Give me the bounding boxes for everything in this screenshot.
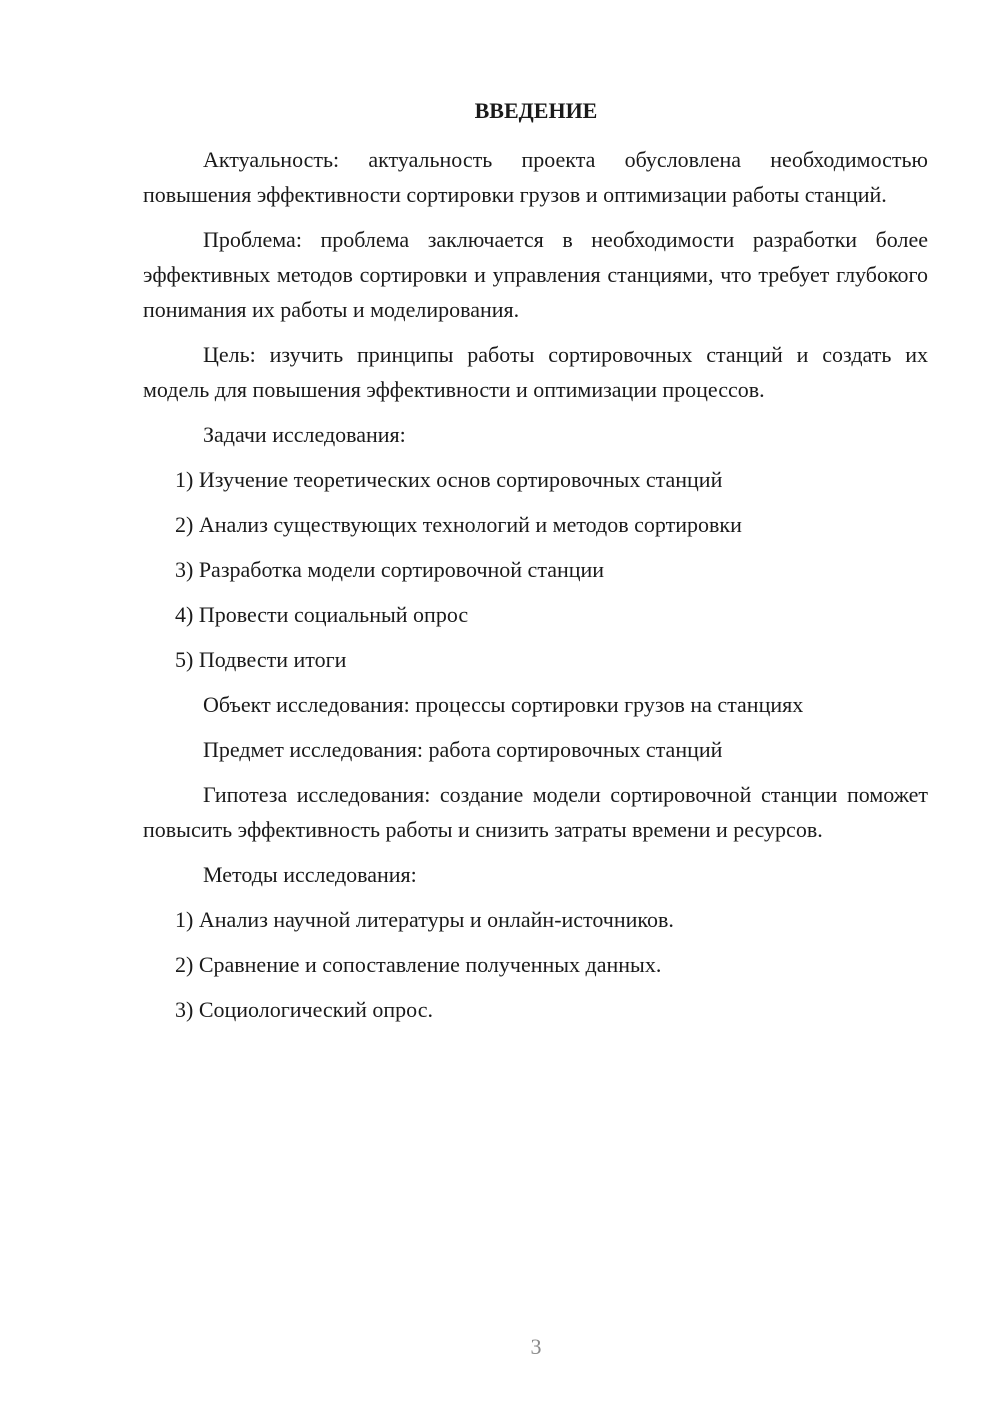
subject-paragraph: Предмет исследования: работа сортировочных станций <box>203 737 723 762</box>
methods-heading: Методы исследования: <box>203 862 417 887</box>
document-body <box>143 142 928 1037</box>
problem-paragraph: Проблема: проблема заключается в необходимости разработки более эффективных методов сортировки и управления станциями, что требует глубокого понимания их работы и моделирования. <box>143 227 928 322</box>
object-paragraph: Объект исследования: процессы сортировки грузов на станциях <box>203 692 804 717</box>
methods-list <box>143 902 928 1027</box>
list-item: 2) Анализ существующих технологий и методов сортировки <box>175 512 742 537</box>
list-item: 1) Анализ научной литературы и онлайн-источников. <box>175 907 674 932</box>
list-item: 3) Разработка модели сортировочной станции <box>175 557 605 582</box>
goal-paragraph: Цель: изучить принципы работы сортировочных станций и создать их модель для повышения эффективности и оптимизации процессов. <box>143 342 928 402</box>
list-item: 3) Социологический опрос. <box>175 997 433 1022</box>
page-title: ВВЕДЕНИЕ <box>474 98 598 123</box>
tasks-list <box>143 462 928 677</box>
list-item: 5) Подвести итоги <box>175 647 347 672</box>
page-number: 3 <box>530 1334 542 1359</box>
list-item: 1) Изучение теоретических основ сортировочных станций <box>175 467 723 492</box>
list-item: 4) Провести социальный опрос <box>175 602 469 627</box>
list-item: 2) Сравнение и сопоставление полученных данных. <box>175 952 662 977</box>
hypothesis-paragraph: Гипотеза исследования: создание модели сортировочной станции поможет повысить эффективность работы и снизить затраты времени и ресурсов. <box>143 782 928 842</box>
relevance-paragraph: Актуальность: актуальность проекта обусловлена необходимостью повышения эффективности сортировки грузов и оптимизации работы станций. <box>143 147 928 207</box>
tasks-heading: Задачи исследования: <box>203 422 406 447</box>
